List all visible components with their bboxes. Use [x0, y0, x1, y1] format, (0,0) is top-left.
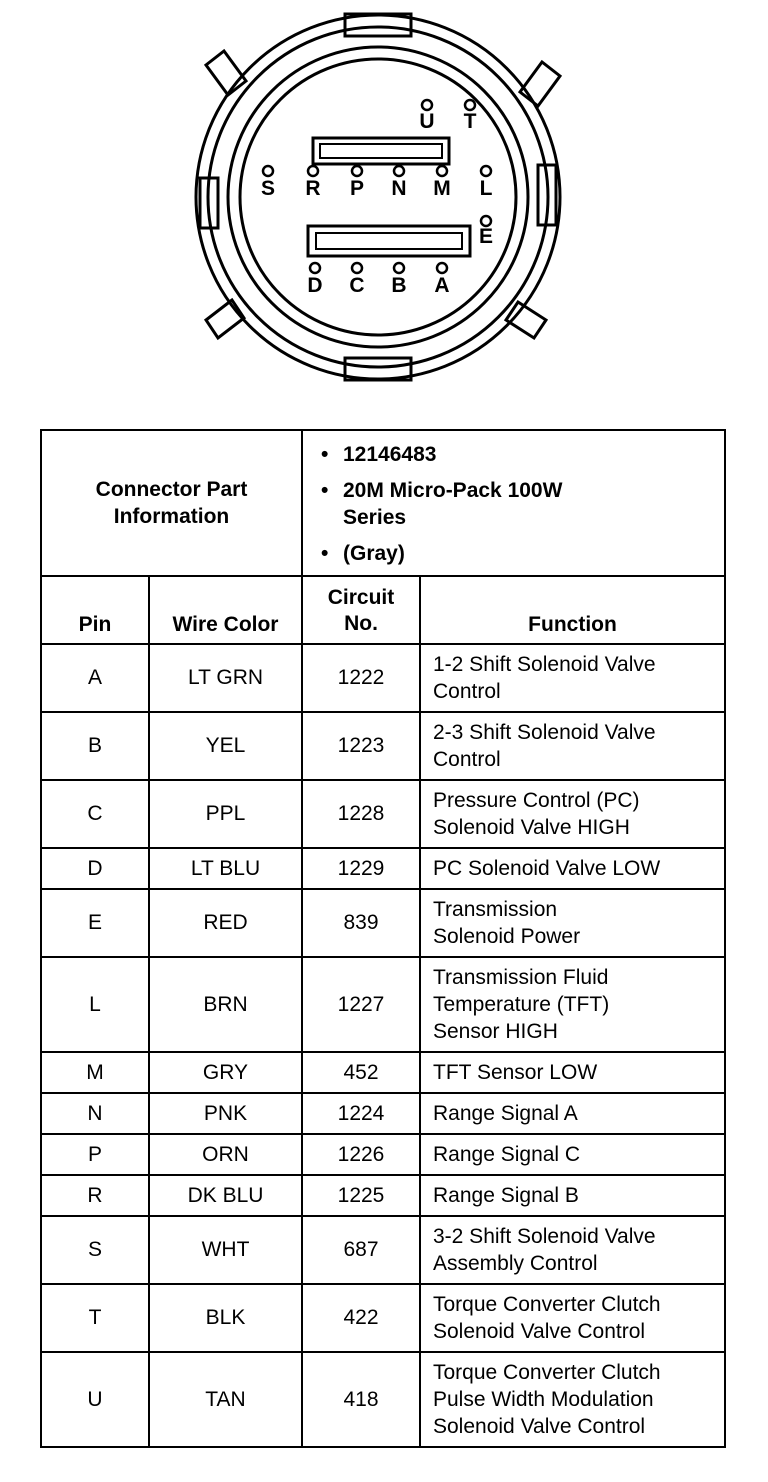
wire-color-cell: WHT [149, 1216, 302, 1284]
table-row [41, 1052, 725, 1093]
function-cell: 3-2 Shift Solenoid Valve Assembly Control [420, 1216, 725, 1284]
function-cell: Range Signal B [420, 1175, 725, 1216]
pin-socket [394, 166, 404, 176]
circuit-cell: 1228 [302, 780, 420, 848]
pin-label: B [391, 274, 407, 297]
pin-socket [310, 263, 320, 273]
pin-label: S [260, 177, 276, 200]
circuit-cell: 1222 [302, 644, 420, 712]
pin-label: D [307, 274, 323, 297]
pin-socket [437, 166, 447, 176]
circuit-cell: 452 [302, 1052, 420, 1093]
function-cell: 1-2 Shift Solenoid Valve Control [420, 644, 725, 712]
upper-key-slot [313, 138, 449, 164]
col-header-wire-color: Wire Color [149, 576, 302, 644]
pin-label: L [479, 177, 493, 200]
wire-color-cell: GRY [149, 1052, 302, 1093]
pinout-table [40, 429, 726, 1448]
circuit-cell: 1229 [302, 848, 420, 889]
table-row [41, 957, 725, 1052]
pin-cell: S [41, 1216, 149, 1284]
part-info-list [303, 433, 724, 573]
part-info-item: • (Gray) [343, 540, 724, 567]
function-cell: Range Signal A [420, 1093, 725, 1134]
table-row [41, 848, 725, 889]
pin-socket [465, 100, 475, 110]
pin-socket [352, 166, 362, 176]
part-info-item: • 20M Micro-Pack 100W Series [343, 477, 724, 531]
table-row [41, 1134, 725, 1175]
circuit-cell: 1225 [302, 1175, 420, 1216]
table-row [41, 1216, 725, 1284]
upper-key-slot-inner [320, 144, 442, 158]
wire-color-cell: BLK [149, 1284, 302, 1352]
part-info-list-cell [302, 430, 725, 576]
pin-socket [394, 263, 404, 273]
circuit-cell: 839 [302, 889, 420, 957]
circuit-cell: 1224 [302, 1093, 420, 1134]
lower-key-slot [308, 226, 470, 256]
wire-color-cell: ORN [149, 1134, 302, 1175]
table-row [41, 1093, 725, 1134]
table-row [41, 780, 725, 848]
pin-r [305, 166, 320, 200]
pin-cell: P [41, 1134, 149, 1175]
wire-color-cell: DK BLU [149, 1175, 302, 1216]
pin-cell: L [41, 957, 149, 1052]
circuit-cell: 1226 [302, 1134, 420, 1175]
function-cell: Torque Converter Clutch Pulse Width Modulation Solenoid Valve Control [420, 1352, 725, 1447]
pin-t [464, 100, 477, 133]
part-info-item: • 12146483 [343, 441, 724, 468]
pin-cell: B [41, 712, 149, 780]
table-row [41, 712, 725, 780]
pin-cell: D [41, 848, 149, 889]
pin-cell: U [41, 1352, 149, 1447]
pin-label: U [419, 110, 435, 133]
connector-diagram [0, 0, 768, 420]
circuit-cell: 418 [302, 1352, 420, 1447]
pin-socket [481, 166, 491, 176]
part-info-label-text: Connector Part Information [95, 478, 248, 528]
pin-socket [308, 166, 318, 176]
pin-label: E [478, 225, 494, 248]
pin-cell: C [41, 780, 149, 848]
pin-d [307, 263, 322, 297]
pin-label: C [349, 274, 365, 297]
wire-color-cell: PNK [149, 1093, 302, 1134]
wire-color-cell: YEL [149, 712, 302, 780]
pin-label: T [463, 110, 477, 133]
circuit-cell: 687 [302, 1216, 420, 1284]
part-info-row [41, 430, 725, 576]
wire-color-cell: PPL [149, 780, 302, 848]
wire-color-cell: LT GRN [149, 644, 302, 712]
table-row [41, 1284, 725, 1352]
wire-color-cell: TAN [149, 1352, 302, 1447]
function-cell: TFT Sensor LOW [420, 1052, 725, 1093]
pin-cell: M [41, 1052, 149, 1093]
pin-cell: T [41, 1284, 149, 1352]
pin-socket [352, 263, 362, 273]
table-row [41, 1352, 725, 1447]
pin-p [350, 166, 364, 200]
function-cell: Transmission Fluid Temperature (TFT) Sensor HIGH [420, 957, 725, 1052]
pin-cell: R [41, 1175, 149, 1216]
pin-b [391, 263, 406, 297]
connector-mid-ring [208, 27, 548, 367]
part-info-label [41, 430, 302, 576]
pin-a [434, 263, 449, 297]
pin-cell: A [41, 644, 149, 712]
pin-cell: N [41, 1093, 149, 1134]
function-cell: Range Signal C [420, 1134, 725, 1175]
function-cell: PC Solenoid Valve LOW [420, 848, 725, 889]
pin-socket [437, 263, 447, 273]
pin-label: P [349, 177, 365, 200]
wire-color-cell: BRN [149, 957, 302, 1052]
pin-l [480, 166, 493, 200]
pin-label: R [305, 177, 321, 200]
pin-cell: E [41, 889, 149, 957]
wire-color-cell: LT BLU [149, 848, 302, 889]
pin-label: A [434, 274, 450, 297]
pin-label: M [433, 177, 451, 200]
function-cell: Transmission Solenoid Power [420, 889, 725, 957]
circuit-cell: 422 [302, 1284, 420, 1352]
pin-s [261, 166, 275, 200]
pin-layer [261, 100, 493, 297]
table-row [41, 644, 725, 712]
pin-label: N [391, 177, 407, 200]
function-cell: 2-3 Shift Solenoid Valve Control [420, 712, 725, 780]
lower-key-slot-inner [316, 233, 462, 249]
connector-outer-ring [196, 15, 560, 379]
col-header-circuit-no: Circuit No. [302, 576, 420, 644]
wire-color-cell: RED [149, 889, 302, 957]
circuit-cell: 1223 [302, 712, 420, 780]
pin-u [419, 100, 434, 133]
table-row [41, 889, 725, 957]
pin-c [349, 263, 364, 297]
function-cell: Torque Converter Clutch Solenoid Valve Control [420, 1284, 725, 1352]
pin-socket [422, 100, 432, 110]
col-header-function: Function [420, 576, 725, 644]
pin-n [391, 166, 406, 200]
pin-e [479, 216, 493, 248]
function-cell: Pressure Control (PC) Solenoid Valve HIGH [420, 780, 725, 848]
table-row [41, 1175, 725, 1216]
circuit-cell: 1227 [302, 957, 420, 1052]
pin-m [433, 166, 451, 200]
connector-face [240, 59, 516, 335]
col-header-pin: Pin [41, 576, 149, 644]
column-header-row [41, 576, 725, 644]
pin-socket [263, 166, 273, 176]
